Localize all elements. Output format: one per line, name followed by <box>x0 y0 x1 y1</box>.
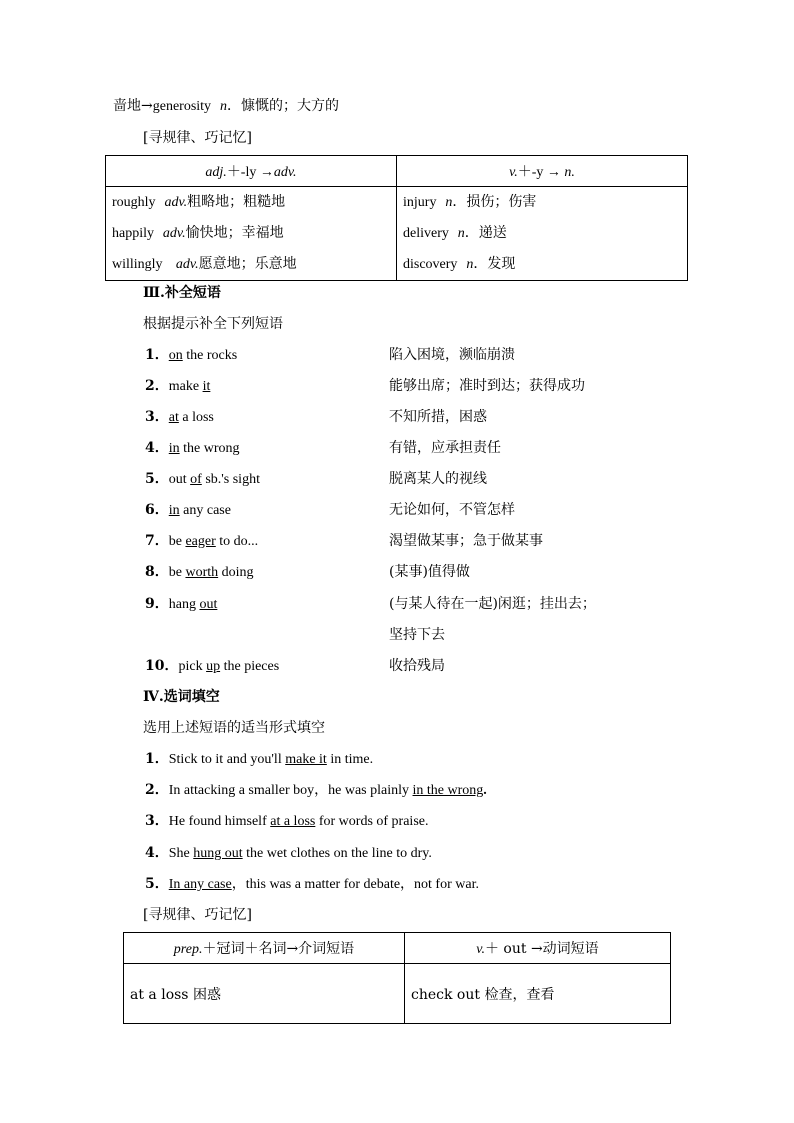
answer-blank: eager <box>185 534 216 549</box>
phrase-item: 2．make it <box>145 378 211 394</box>
suffix-table-right-cell <box>397 187 688 281</box>
phrase-meaning: 无论如何，不管怎样 <box>389 502 515 518</box>
section-3-instruction: 根据提示补全下列短语 <box>143 316 283 332</box>
fill-sentence: 2．In attacking a smaller boy，he was plainly in the wrong. <box>145 782 487 798</box>
answer-blank: at a loss <box>270 814 316 829</box>
phrase-meaning: 不知所措，困惑 <box>389 409 487 425</box>
top-line-word: generosity <box>152 99 212 114</box>
section-4-title: Ⅳ.选词填空 <box>143 689 220 705</box>
answer-blank: out <box>199 597 218 612</box>
suffix-table <box>105 155 688 281</box>
answer-blank: worth <box>185 565 219 580</box>
tip-heading-2: [寻规律、巧记忆] <box>143 907 252 923</box>
suffix-row: willingly adv.愿意地；乐意地 <box>112 256 297 272</box>
answer-blank: in <box>168 503 180 518</box>
section-4-instruction: 选用上述短语的适当形式填空 <box>143 720 325 736</box>
answer-blank: it <box>202 379 211 394</box>
phrase-meaning: 能够出席；准时到达；获得成功 <box>389 378 585 394</box>
phrase-item: 4．in the wrong <box>145 440 240 456</box>
phrase-item: 7．be eager to do... <box>145 533 259 549</box>
fill-sentence: 3．He found himself at a loss for words of praise. <box>145 813 429 829</box>
phrase-meaning: 收拾残局 <box>389 658 445 674</box>
suffix-row: delivery n．递送 <box>403 225 507 241</box>
phrase-item: 5．out of sb.'s sight <box>145 471 260 487</box>
suffix-row: happily adv.愉快地；幸福地 <box>112 225 284 241</box>
pattern-table-cell-left: at a loss 困惑 <box>124 964 405 1024</box>
phrase-pattern-table <box>123 932 671 1024</box>
answer-blank: in the wrong <box>412 783 484 798</box>
phrase-item: 10．pick up the pieces <box>145 658 280 674</box>
answer-blank: of <box>190 472 202 487</box>
suffix-row: roughly adv.粗略地；粗糙地 <box>112 194 286 210</box>
top-line-pos: n <box>219 99 227 114</box>
suffix-row: discovery n．发现 <box>403 256 516 272</box>
phrase-meaning: (某事)值得做 <box>389 564 470 580</box>
pattern-table-header-left: prep.＋冠词＋名词→介词短语 <box>124 933 405 964</box>
pattern-table-header-right: v.＋ out →动词短语 <box>405 933 671 964</box>
suffix-table-left-cell <box>106 187 397 281</box>
phrase-item: 1．on the rocks <box>145 347 238 363</box>
phrase-item: 3．at a loss <box>145 409 214 425</box>
answer-blank: hung out <box>193 846 243 861</box>
suffix-table-header-left: adj.＋-ly →adv. <box>106 156 397 187</box>
fill-sentence: 4．She hung out the wet clothes on the line to dry. <box>145 845 432 861</box>
phrase-meaning: (与某人待在一起)闲逛；挂出去； <box>389 596 596 612</box>
fill-sentence: 1．Stick to it and you'll make it in time. <box>145 751 374 767</box>
answer-blank: In any case <box>168 877 232 892</box>
phrase-item: 9．hang out <box>145 596 218 612</box>
phrase-item: 8．be worth doing <box>145 564 254 580</box>
phrase-meaning: 渴望做某事；急于做某事 <box>389 533 543 549</box>
suffix-row: injury n．损伤；伤害 <box>403 194 537 210</box>
phrase-meaning-continued: 坚持下去 <box>389 627 445 643</box>
tip-heading-1: [寻规律、巧记忆] <box>143 130 252 146</box>
fill-sentence: 5．In any case，this was a matter for debate，not for war. <box>145 876 479 892</box>
answer-blank: make it <box>285 752 327 767</box>
answer-blank: up <box>206 659 221 674</box>
answer-blank: in <box>168 441 180 456</box>
suffix-table-header-right: v.＋-y → n. <box>397 156 688 187</box>
answer-blank: at <box>168 410 179 425</box>
top-line <box>113 96 339 117</box>
phrase-meaning: 脱离某人的视线 <box>389 471 487 487</box>
answer-blank: on <box>168 348 183 363</box>
phrase-meaning: 有错，应承担责任 <box>389 440 501 456</box>
pattern-table-cell-right: check out 检查，查看 <box>405 964 671 1024</box>
phrase-item: 6．in any case <box>145 502 231 518</box>
section-3-title: Ⅲ.补全短语 <box>143 285 221 301</box>
phrase-meaning: 陷入困境，濒临崩溃 <box>389 347 515 363</box>
top-line-prefix: 啬地→ <box>113 98 153 114</box>
top-line-meaning: ．慷慨的；大方的 <box>226 98 339 114</box>
